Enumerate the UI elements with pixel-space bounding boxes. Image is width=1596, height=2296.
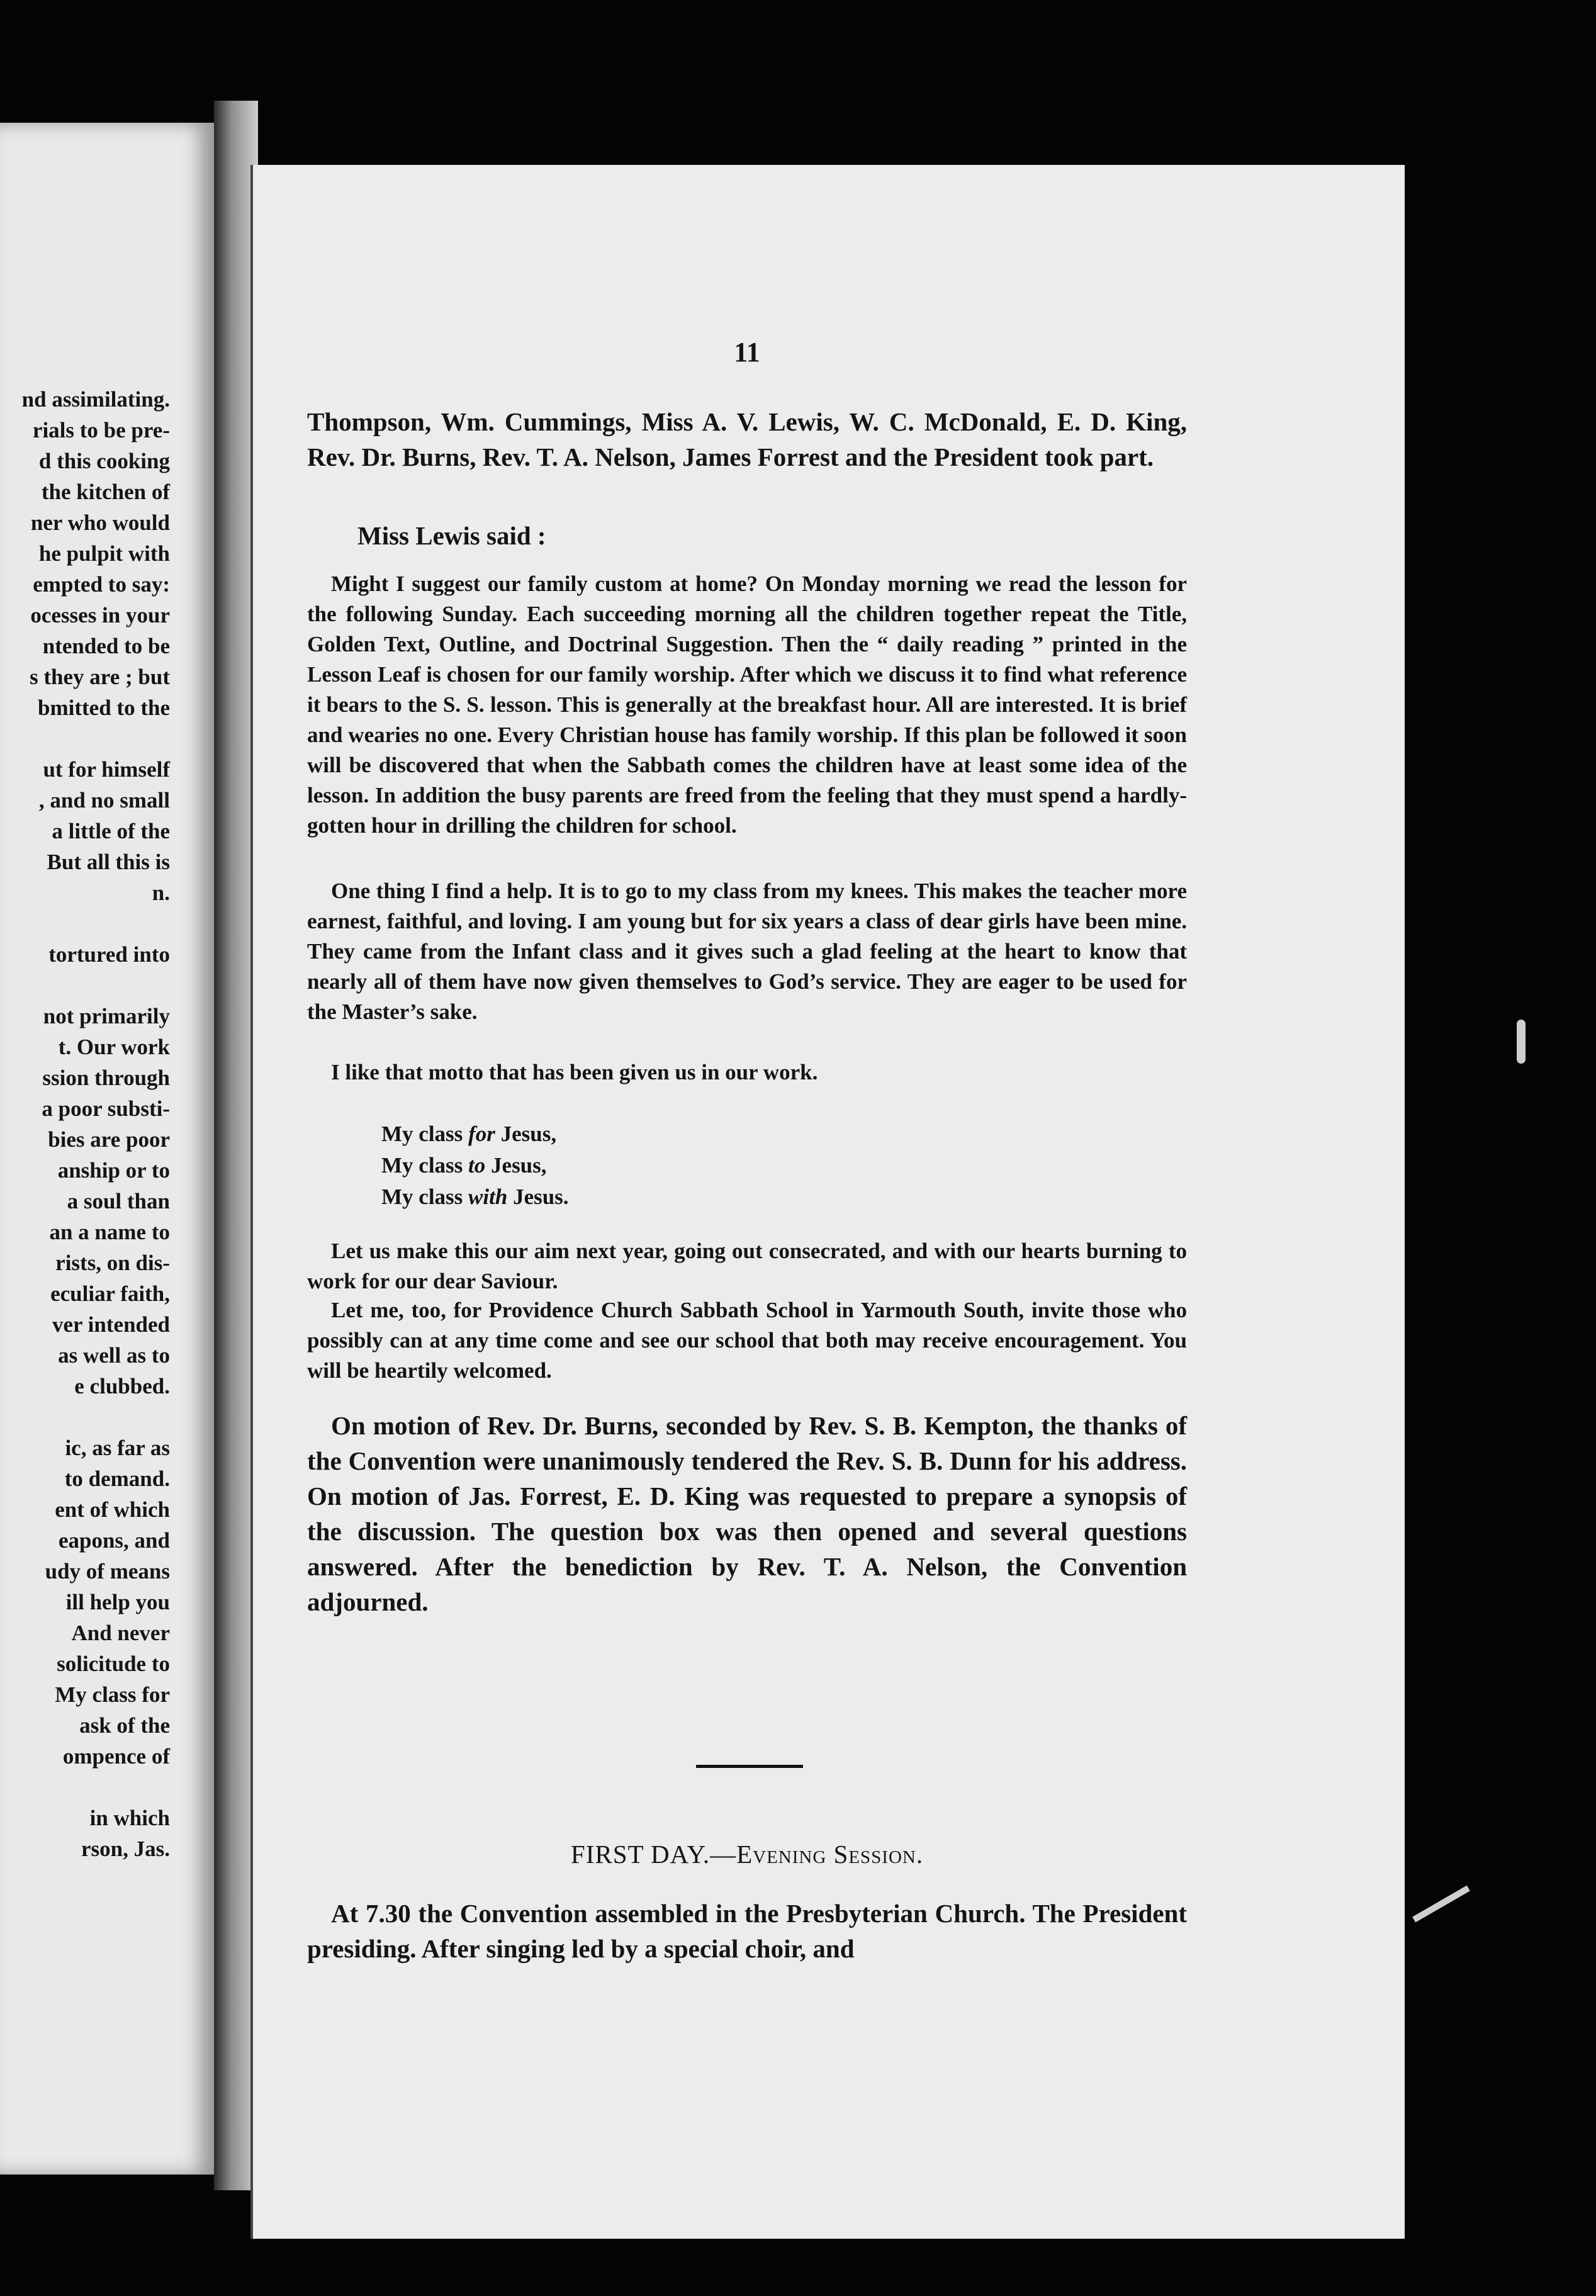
left-page-line: rists, on dis-: [55, 1251, 170, 1275]
motto-line: My class for Jesus,: [381, 1122, 557, 1146]
section-divider: [696, 1765, 803, 1768]
left-page-line: the kitchen of: [41, 480, 170, 504]
left-page-line: ocesses in your: [30, 603, 170, 627]
left-page-line: to demand.: [64, 1466, 170, 1491]
left-page-line: n.: [152, 881, 170, 905]
left-page-line: ask of the: [79, 1713, 170, 1738]
left-page-line: ic, as far as: [65, 1436, 170, 1460]
left-page-line: as well as to: [58, 1343, 170, 1368]
left-page-line: udy of means: [45, 1559, 170, 1584]
speech-paragraph: I like that motto that has been given us in our work.: [331, 1060, 818, 1084]
edge-mark: [1517, 1020, 1526, 1064]
left-page-line: empted to say:: [33, 572, 170, 597]
left-page-line: ut for himself: [43, 757, 170, 782]
left-page-line: ent of which: [55, 1497, 170, 1522]
left-page: [0, 123, 214, 2175]
opening-paragraph: Thompson, Wm. Cummings, Miss A. V. Lewis, W. C. McDonald, E. D. King, Rev. Dr. Burns, Rev. T. A. Nelson, James Forrest and the President took part.: [307, 407, 1187, 471]
left-page-line: ner who would: [30, 510, 170, 535]
left-page-line: ver intended: [52, 1312, 170, 1337]
left-page-line: rson, Jas.: [81, 1837, 170, 1861]
left-page-line: a soul than: [67, 1189, 170, 1213]
left-page-line: eapons, and: [58, 1528, 170, 1553]
speech-paragraph: Let me, too, for Providence Church Sabbath School in Yarmouth South, invite those who possibly can at any time come and see our school that both may receive encouragement. You will be heartily welcomed.: [307, 1298, 1187, 1383]
left-page-line: But all this is: [47, 850, 170, 874]
left-page-line: tortured into: [48, 942, 170, 967]
motto-line: My class with Jesus.: [381, 1185, 569, 1209]
section-heading: FIRST DAY.—Evening Session.: [570, 1840, 924, 1869]
left-page-line: My class for: [55, 1682, 170, 1707]
left-page-line: an a name to: [49, 1220, 170, 1244]
page-number: 11: [734, 337, 760, 368]
motto-line: My class to Jesus,: [381, 1153, 547, 1178]
left-page-line: d this cooking: [38, 449, 170, 473]
left-page-line: ompence of: [62, 1744, 170, 1769]
edge-mark: [1412, 1886, 1470, 1923]
left-page-line: And never: [71, 1621, 170, 1645]
left-page-line: anship or to: [57, 1158, 170, 1183]
left-page-line: a little of the: [52, 819, 170, 843]
right-page: [250, 165, 1405, 2239]
left-page-line: bies are poor: [48, 1127, 170, 1152]
left-page-line: s they are ; but: [30, 665, 170, 689]
left-page-line: rials to be pre-: [32, 418, 170, 442]
left-page-line: , and no small: [38, 788, 170, 813]
speech-paragraph: Let us make this our aim next year, going out consecrated, and with our hearts burning to work for our dear Saviour.: [307, 1239, 1187, 1293]
left-page-line: bmitted to the: [38, 695, 170, 720]
left-page-line: he pulpit with: [38, 541, 170, 566]
left-page-line: ill help you: [65, 1590, 170, 1614]
speaker-intro: Miss Lewis said :: [357, 521, 546, 550]
left-page-line: eculiar faith,: [50, 1281, 170, 1306]
left-page-line: e clubbed.: [74, 1374, 170, 1398]
left-page-line: ssion through: [42, 1066, 170, 1090]
final-paragraph: At 7.30 the Convention assembled in the Presbyterian Church. The President presiding. After singing led by a special choir, and: [307, 1899, 1187, 1963]
left-page-line: t. Our work: [58, 1035, 170, 1059]
speech-paragraph: Might I suggest our family custom at home? On Monday morning we read the lesson for the following Sunday. Each succeeding morning all the children together repeat the Title, Golden Text, Outline, and Doctrinal Suggestion. Then the “ daily reading ” printed in the Lesson Leaf is chosen for our family worship. After which we discuss it to find what reference it bears to the S. S. lesson. This is generally at the breakfast hour. All are interested. It is brief and wearies no one. Every Christian house has family worship. If this plan be followed it soon will be discovered that when the Sabbath comes the children have at least some idea of the lesson. In addition the busy parents are freed from the feeling that they must spend a hardly-gotten hour in drilling the children for school.: [307, 571, 1187, 838]
left-page-line: ntended to be: [42, 634, 170, 658]
left-page-line: nd assimilating.: [21, 387, 170, 412]
left-page-line: in which: [89, 1806, 170, 1830]
left-page-line: solicitude to: [57, 1652, 170, 1676]
motion-paragraph: On motion of Rev. Dr. Burns, seconded by Rev. S. B. Kempton, the thanks of the Convention were unanimously tendered the Rev. S. B. Dunn for his address. On motion of Jas. Forrest, E. D. King was requested to prepare a synopsis of the discussion. The question box was then opened and several questions answered. After the benediction by Rev. T. A. Nelson, the Convention adjourned.: [307, 1411, 1187, 1616]
speech-paragraph: One thing I find a help. It is to go to my class from my knees. This makes the teacher more earnest, faithful, and loving. I am young but for six years a class of dear girls have been mine. They came from the Infant class and it gives such a glad feeling at the heart to know that nearly all of them have now given themselves to God’s service. They are eager to be used for the Master’s sake.: [307, 879, 1187, 1024]
left-page-line: a poor substi-: [42, 1096, 170, 1121]
left-page-line: not primarily: [43, 1004, 170, 1028]
